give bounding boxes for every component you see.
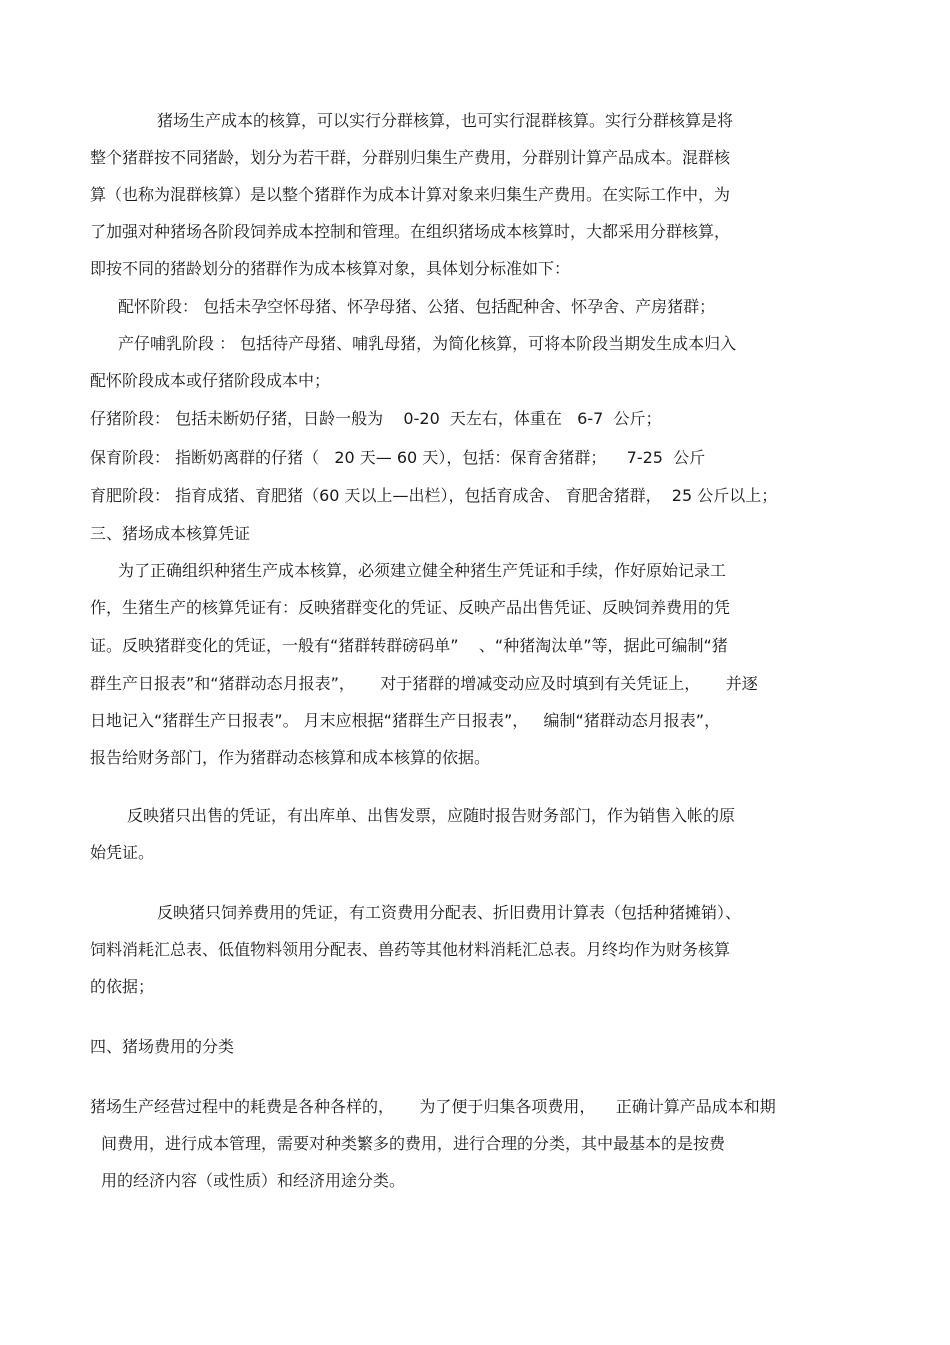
s3-p3-line-1: 反映猪只饲养费用的凭证，有工资费用分配表、折旧费用计算表（包括种猪摊销）、 — [157, 903, 742, 922]
intro-line-4: 了加强对种猪场各阶段饲养成本控制和管理。在组织猪场成本核算时，大都采用分群核算， — [90, 222, 731, 241]
stage-farrowing-cont: 配怀阶段成本或仔猪阶段成本中； — [90, 371, 331, 390]
s3-p1-line-5: 日地记入“猪群生产日报表”。 月末应根据“猪群生产日报表”， 编制“猪群动态月报表”， — [90, 711, 721, 730]
s3-p1-line-2: 作，生猪生产的核算凭证有：反映猪群变化的凭证、反映产品出售凭证、反映饲养费用的凭 — [90, 598, 731, 617]
intro-line-2: 整个猪群按不同猪龄，划分为若干群，分群别归集生产费用，分群别计算产品成本。混群核 — [90, 148, 731, 167]
s3-p1-line-6: 报告给财务部门，作为猪群动态核算和成本核算的依据。 — [90, 748, 491, 767]
intro-line-3: 算（也称为混群核算）是以整个猪群作为成本计算对象来归集生产费用。在实际工作中，为 — [90, 185, 731, 204]
stage-finishing: 育肥阶段： 指育成猪、育肥猪（60 天以上—出栏），包括育成舍、 育肥舍猪群， 25 公斤以上； — [90, 486, 778, 505]
stage-nursery: 保育阶段： 指断奶离群的仔猪（ 20 天— 60 天），包括：保育舍猪群； 7-25 公斤 — [90, 448, 706, 467]
stage-breeding: 配怀阶段： 包括未孕空怀母猪、怀孕母猪、公猪、包括配种舍、怀孕舍、产房猪群； — [118, 297, 716, 316]
intro-line-1: 猪场生产成本的核算，可以实行分群核算，也可实行混群核算。实行分群核算是将 — [157, 111, 734, 130]
s3-p1-line-3: 证。反映猪群变化的凭证，一般有“猪群转群磅码单” 、“种猪淘汰单”等，据此可编制“猪 — [90, 636, 728, 655]
section-4-heading: 四、猪场费用的分类 — [90, 1037, 235, 1056]
s3-p3-line-2: 饲料消耗汇总表、低值物料领用分配表、兽药等其他材料消耗汇总表。月终均作为财务核算 — [90, 940, 731, 959]
s3-p2-line-2: 始凭证。 — [90, 843, 155, 862]
section-3-heading: 三、猪场成本核算凭证 — [90, 524, 251, 543]
stage-farrowing: 产仔哺乳阶段 ： 包括待产母猪、哺乳母猪，为简化核算，可将本阶段当期发生成本归入 — [118, 334, 737, 353]
s4-line-2: 间费用，进行成本管理，需要对种类繁多的费用，进行合理的分类，其中最基本的是按费 — [101, 1134, 726, 1153]
s3-p3-line-3: 的依据； — [90, 977, 155, 996]
s3-p1-line-1: 为了正确组织种猪生产成本核算，必须建立健全种猪生产凭证和手续，作好原始记录工 — [118, 561, 727, 580]
s4-line-1: 猪场生产经营过程中的耗费是各种各样的， 为了便于归集各项费用， 正确计算产品成本和期 — [90, 1097, 776, 1116]
intro-line-5: 即按不同的猪龄划分的猪群作为成本核算对象，具体划分标准如下： — [90, 259, 571, 278]
s3-p1-line-4: 群生产日报表”和“猪群动态月报表”， 对于猪群的增减变动应及时填到有关凭证上， 并逐 — [90, 674, 758, 693]
s4-line-3: 用的经济内容（或性质）和经济用途分类。 — [101, 1171, 406, 1190]
s3-p2-line-1: 反映猪只出售的凭证，有出库单、出售发票，应随时报告财务部门，作为销售入帐的原 — [127, 806, 736, 825]
stage-piglet: 仔猪阶段： 包括未断奶仔猪，日龄一般为 0-20 天左右，体重在 6-7 公斤； — [90, 409, 662, 428]
